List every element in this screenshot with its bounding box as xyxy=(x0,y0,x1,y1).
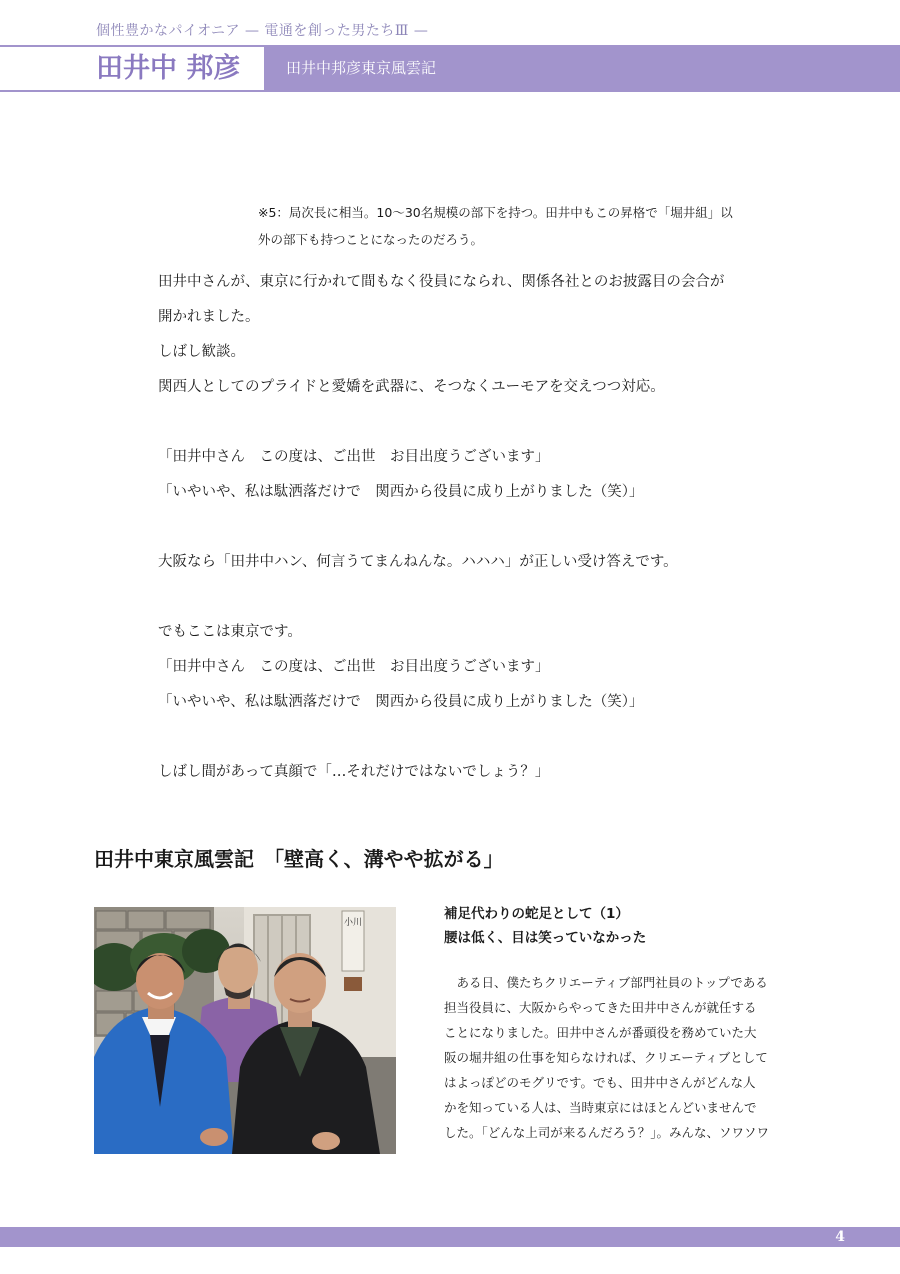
body-line: 「田井中さん この度は、ご出世 お目出度うございます」 xyxy=(158,449,550,465)
side-line: ある日、僕たちクリエーティブ部門社員のトップである xyxy=(444,975,768,990)
nameplate-char: 小川 xyxy=(343,918,363,928)
page-number: 4 xyxy=(835,1229,845,1245)
body-line: 「いやいや、私は駄洒落だけで 関西から役員に成り上がりました（笑）」 xyxy=(158,694,644,710)
body-line: 「田井中さん この度は、ご出世 お目出度うございます」 xyxy=(158,659,550,675)
side-line: はよっぽどのモグリです。でも、田井中さんがどんな人 xyxy=(444,1075,756,1090)
side-column xyxy=(444,902,789,1145)
body-line: しばし歓談。 xyxy=(158,344,245,360)
body-line: 大阪なら「田井中ハン、何言うてまんねんな。ハハハ」が正しい受け答えです。 xyxy=(158,554,678,570)
group-photo xyxy=(94,907,396,1154)
side-line: した。「どんな上司が来るんだろう？」。みんな、ソワソワ xyxy=(444,1125,770,1140)
side-line: 担当役員に、大阪からやってきた田井中さんが就任する xyxy=(444,1000,757,1015)
side-heading-line2: 腰は低く、目は笑っていなかった xyxy=(444,930,647,946)
body-line: 関西人としてのプライドと愛嬌を武器に、そつなくユーモアを交えつつ対応。 xyxy=(158,379,665,395)
body-blank-line xyxy=(158,720,798,755)
side-line: かを知っている人は、当時東京にはほとんどいませんで xyxy=(444,1100,757,1115)
chapter-title: 田井中邦彦東京風雲記 xyxy=(264,47,900,90)
footnote-line: ※5：局次長に相当。10〜30名規模の部下を持つ。田井中もこの昇格で「堀井組」以 xyxy=(258,205,733,220)
body-line: しばし間があって真顔で「…それだけではないでしょう？」 xyxy=(158,764,550,780)
body-text xyxy=(158,265,798,790)
section-heading: 田井中東京風雲記 「壁高く、溝やや拡がる」 xyxy=(94,847,504,871)
side-line: 阪の堀井組の仕事を知らなければ、クリエーティブとして xyxy=(444,1050,768,1065)
body-blank-line xyxy=(158,405,798,440)
footnote xyxy=(258,199,788,253)
group-photo-illustration xyxy=(94,907,396,1154)
body-line: 田井中さんが、東京に行かれて間もなく役員になられ、関係各社とのお披露目の会合が xyxy=(158,274,725,290)
series-title: 個性豊かなパイオニア — 電通を創った男たちⅢ — xyxy=(96,23,429,39)
body-line: でもここは東京です。 xyxy=(158,624,302,640)
header-band xyxy=(0,45,900,92)
body-line: 「いやいや、私は駄洒落だけで 関西から役員に成り上がりました（笑）」 xyxy=(158,484,644,500)
body-blank-line xyxy=(158,580,798,615)
person-name: 田井中 邦彦 xyxy=(0,47,264,90)
side-line: ことになりました。田井中さんが番頭役を務めていた大 xyxy=(444,1025,757,1040)
footnote-line: 外の部下も持つことになったのだろう。 xyxy=(258,232,484,247)
side-paragraph xyxy=(444,970,789,1145)
footer-band xyxy=(0,1227,900,1247)
side-heading-line1: 補足代わりの蛇足として（1） xyxy=(444,906,629,922)
body-line: 開かれました。 xyxy=(158,309,260,325)
body-blank-line xyxy=(158,510,798,545)
